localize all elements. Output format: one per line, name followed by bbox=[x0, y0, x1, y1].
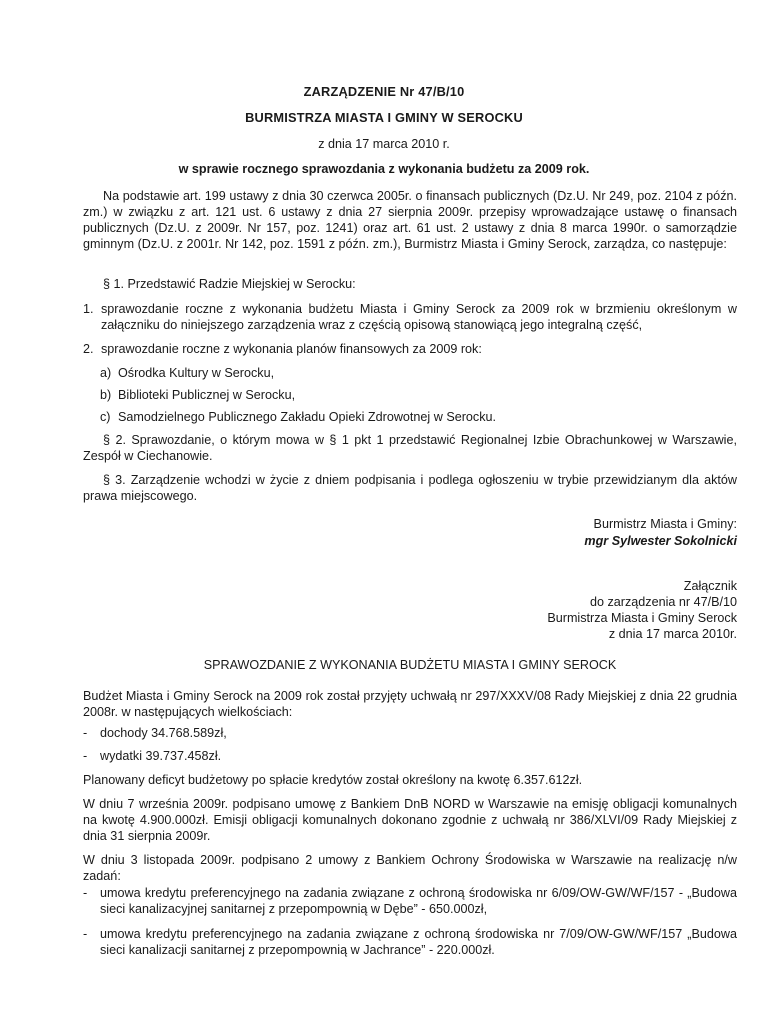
loan-item bbox=[83, 885, 737, 917]
loan-item bbox=[83, 926, 737, 958]
sublist-letter: c) bbox=[100, 410, 111, 424]
list-text: sprawozdanie roczne z wykonania planów finansowych za 2009 rok: bbox=[101, 342, 482, 356]
sublist-text: Samodzielnego Publicznego Zakładu Opieki Zdrowotnej w Serocku. bbox=[118, 410, 497, 424]
paragraph-3: § 3. Zarządzenie wchodzi w życie z dniem podpisania i podlega ogłoszeniu w trybie przewidzianym dla aktów prawa miejscowego. bbox=[83, 473, 737, 503]
sublist-letter: a) bbox=[100, 366, 112, 380]
loan-text: umowa kredytu preferencyjnego na zadania związane z ochroną środowiska nr 7/09/OW-GW/WF/157 „Budowa sieci kanalizacji sanitarnej z przepompownią w Jachrance” - 220.000zł. bbox=[100, 927, 737, 957]
report-title: SPRAWOZDANIE Z WYKONANIA BUDŻETU MIASTA I GMINY SEROCK bbox=[203, 658, 617, 672]
loans-intro: W dniu 3 listopada 2009r. podpisano 2 umowy z Bankiem Ochrony Środowiska w Warszawie na realizację n/w zadań: bbox=[83, 853, 737, 883]
list-dash: - bbox=[83, 927, 88, 941]
list-text: sprawozdanie roczne z wykonania budżetu Miasta i Gminy Serock za 2009 rok w brzmieniu określonym w załączniku do niniejszego zarządzenia wraz z częścią opisową stanowiącą jego integralną część, bbox=[101, 302, 737, 332]
document-issuer: BURMISTRZA MIASTA I GMINY W SEROCKU bbox=[245, 110, 523, 125]
sublist-item bbox=[100, 365, 737, 381]
amount-item bbox=[83, 748, 737, 764]
bonds-paragraph: W dniu 7 września 2009r. podpisano umowę z Bankiem DnB NORD w Warszawie na emisję obligacji komunalnych na kwotę 4.900.000zł. Emisji obligacji komunalnych dokonano zgodnie z uchwałą nr 386/XLVI/09 Rady Miejskiej z dnia 31 sierpnia 2009r. bbox=[83, 797, 737, 843]
sublist-item bbox=[100, 409, 737, 425]
list-dash: - bbox=[83, 749, 88, 763]
list-dash: - bbox=[83, 726, 88, 740]
sublist-text: Ośrodka Kultury w Serocku, bbox=[118, 366, 275, 380]
attachment-label: Załącznik bbox=[683, 579, 737, 593]
sublist-text: Biblioteki Publicznej w Serocku, bbox=[118, 388, 296, 402]
sublist-item bbox=[100, 387, 737, 403]
list-item bbox=[83, 301, 737, 333]
list-number: 2. bbox=[83, 342, 94, 356]
attachment-date: z dnia 17 marca 2010r. bbox=[608, 627, 737, 641]
paragraph-2: § 2. Sprawozdanie, o którym mowa w § 1 pkt 1 przedstawić Regionalnej Izbie Obrachunkowej w Warszawie, Zespół w Ciechanowie. bbox=[83, 433, 737, 463]
document-date: z dnia 17 marca 2010 r. bbox=[318, 137, 450, 151]
list-number: 1. bbox=[83, 302, 94, 316]
attachment-issuer: Burmistrza Miasta i Gminy Serock bbox=[547, 611, 737, 625]
sublist-letter: b) bbox=[100, 388, 112, 402]
report-intro: Budżet Miasta i Gminy Serock na 2009 rok został przyjęty uchwałą nr 297/XXXV/08 Rady Miejskiej z dnia 22 grudnia 2008r. w następujących wielkościach: bbox=[83, 689, 737, 719]
amount-text: dochody 34.768.589zł, bbox=[100, 726, 227, 740]
document-title: ZARZĄDZENIE Nr 47/B/10 bbox=[303, 84, 465, 99]
signature-name: mgr Sylwester Sokolnicki bbox=[584, 534, 737, 548]
attachment-reference: do zarządzenia nr 47/B/10 bbox=[589, 595, 737, 609]
signature-role: Burmistrz Miasta i Gminy: bbox=[593, 517, 737, 531]
paragraph-1: § 1. Przedstawić Radzie Miejskiej w Serocku: bbox=[103, 277, 356, 291]
amount-item bbox=[83, 725, 737, 741]
intro-paragraph: Na podstawie art. 199 ustawy z dnia 30 czerwca 2005r. o finansach publicznych (Dz.U. Nr 249, poz. 2104 z późn. zm.) w związku z art. 121 ust. 6 ustawy z dnia 27 sierpnia 2009r. przepisy wprowadzające ustawę o finansach publicznych (Dz.U. z 2009r. Nr 157, poz. 1241) oraz art. 61 ust. 2 ustawy z dnia 8 marca 1990r. o samorządzie gminnym (Dz.U. z 2001r. Nr 142, poz. 1591 z późn. zm.), Burmistrz Miasta i Gminy Serock, zarządza, co następuje: bbox=[83, 189, 737, 251]
deficit-paragraph: Planowany deficyt budżetowy po spłacie kredytów został określony na kwotę 6.357.612zł. bbox=[83, 773, 583, 787]
list-dash: - bbox=[83, 886, 88, 900]
loan-text: umowa kredytu preferencyjnego na zadania związane z ochroną środowiska nr 6/09/OW-GW/WF/157 - „Budowa sieci kanalizacyjnej sanitarnej z przepompownią w Dębe” - 650.000zł, bbox=[100, 886, 737, 916]
document-subject: w sprawie rocznego sprawozdania z wykonania budżetu za 2009 rok. bbox=[178, 162, 590, 176]
list-item bbox=[83, 341, 737, 357]
amount-text: wydatki 39.737.458zł. bbox=[100, 749, 222, 763]
